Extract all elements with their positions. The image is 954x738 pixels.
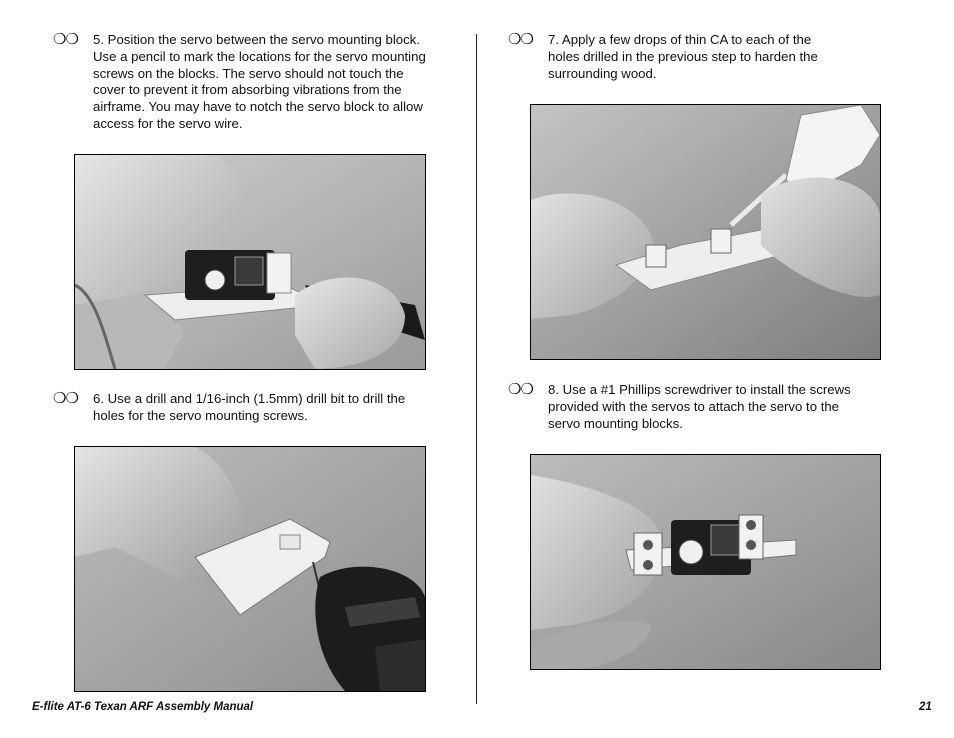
step-8-text	[548, 382, 851, 432]
step-text-line: access for the servo wire.	[93, 115, 243, 131]
step-text-line: holes drilled in the previous step to harden the	[548, 48, 818, 64]
step-text-line: provided with the servos to attach the servo to the	[548, 398, 840, 414]
photo-applying-ca	[530, 104, 881, 360]
step-text-line: servo mounting blocks.	[548, 415, 683, 431]
checkbox-pair-icon[interactable]: ❍❍	[53, 390, 78, 407]
manual-title: E-flite AT-6 Texan ARF Assembly Manual	[32, 701, 254, 713]
step-text-line: 5. Position the servo between the servo mounting block.	[93, 32, 420, 47]
step-text-line: Use a pencil to mark the locations for the servo mounting	[93, 48, 426, 64]
checkbox-pair-icon[interactable]: ❍❍	[53, 31, 78, 48]
step-text-line: screws on the blocks. The servo should not touch the	[93, 65, 404, 81]
step-text-line: cover to prevent it from absorbing vibrations from the	[93, 82, 402, 98]
step-text-line: surrounding wood.	[548, 65, 657, 81]
photo-installed-servo	[530, 454, 881, 670]
step-7-text	[548, 32, 818, 82]
step-5-text	[93, 32, 426, 133]
checkbox-pair-icon[interactable]: ❍❍	[508, 381, 533, 398]
checkbox-pair-icon[interactable]: ❍❍	[508, 31, 533, 48]
step-text-line: 8. Use a #1 Phillips screwdriver to install the screws	[548, 382, 851, 397]
photo-servo-marking	[74, 154, 426, 370]
step-6-text	[93, 391, 405, 425]
step-text-line: 7. Apply a few drops of thin CA to each of the	[548, 32, 812, 47]
step-text-line: airframe. You may have to notch the servo block to allow	[93, 99, 423, 115]
page-number: 21	[919, 701, 932, 713]
column-divider	[476, 34, 477, 704]
photo-drilling-holes	[74, 446, 426, 692]
step-text-line: holes for the servo mounting screws.	[93, 407, 308, 423]
step-text-line: 6. Use a drill and 1/16-inch (1.5mm) drill bit to drill the	[93, 391, 406, 406]
